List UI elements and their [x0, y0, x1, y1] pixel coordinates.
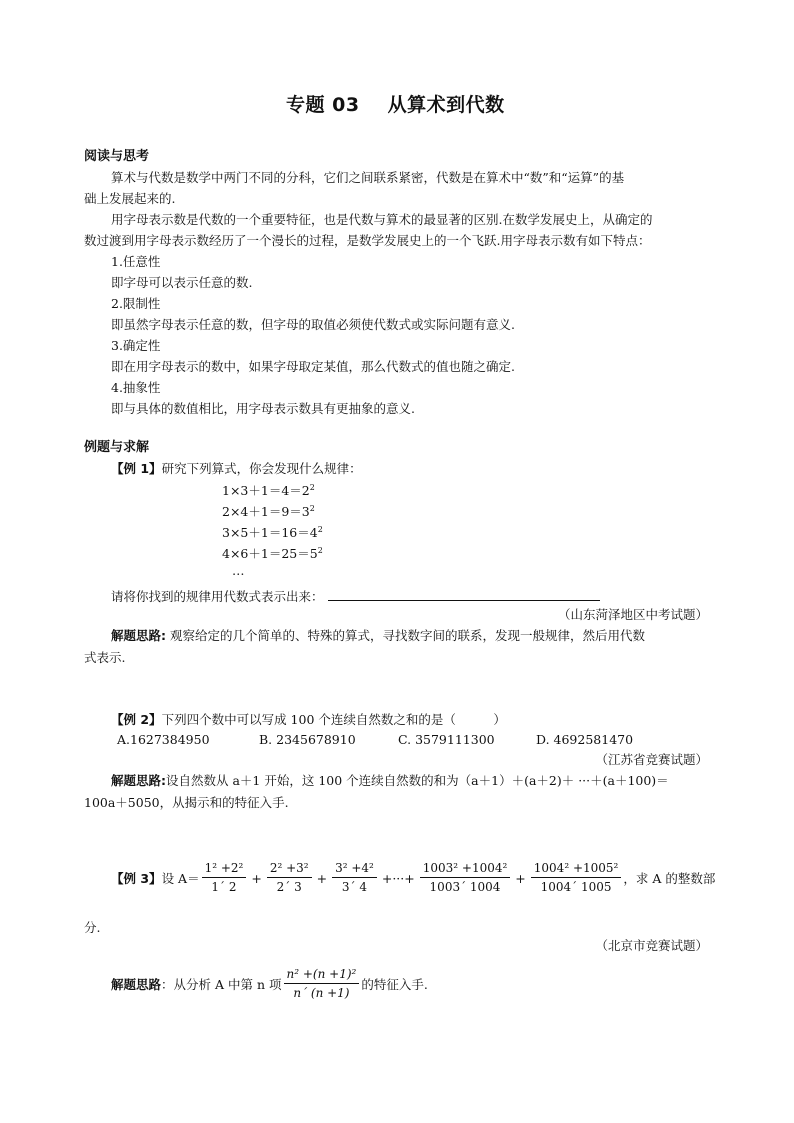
ex1-answer-blank[interactable]	[328, 588, 600, 601]
ex3-hint-pre: ：从分析 A 中第 n 项	[161, 976, 282, 992]
ex1-formula-2	[222, 504, 315, 519]
feature-label-3: 3.确定性	[111, 338, 161, 353]
ex2-line	[111, 712, 506, 727]
feature-label-1: 1.任意性	[111, 254, 161, 269]
ex2-option-b: B. 2345678910	[259, 732, 356, 747]
reading-p1-line2: 础上发展起来的.	[84, 191, 176, 206]
ex3-hint-label: 解题思路	[111, 976, 162, 992]
ex1-hint-line2: 式表示.	[84, 650, 126, 665]
reading-p2-line2: 数过渡到用字母表示数经历了一个漫长的过程，是数学发展史上的一个飞跃.用字母表示数有如下特点：	[84, 233, 651, 248]
ex1-hint-line1	[111, 628, 645, 643]
ex1-line	[111, 461, 362, 476]
ex1-formula-1	[222, 483, 315, 498]
ex1-hint-text: 观察给定的几个简单的、特殊的算式，寻找数字间的联系，发现一般规律，然后用代数	[166, 628, 645, 643]
ex1-formula-2-text: 2×4＋1＝9＝3	[222, 504, 310, 519]
ex3-fraction-3	[332, 862, 377, 894]
ex3-plus-1: +	[251, 870, 262, 886]
ex3-fraction-3-den: 3´ 4	[341, 880, 367, 895]
ex1-source: （山东菏泽地区中考试题）	[557, 607, 708, 622]
ex3-fraction-1-den: 1´ 2	[211, 880, 237, 895]
ex3-hint-fraction-num: n² +(n +1)²	[284, 968, 360, 984]
ex2-prompt: 下列四个数中可以写成 100 个连续自然数之和的是（ ）	[161, 712, 506, 727]
examples-heading: 例题与求解	[84, 440, 150, 455]
ex3-fraction-4-num: 1003² +1004²	[420, 862, 511, 878]
ex3-source: （北京市竞赛试题）	[595, 938, 708, 953]
ex1-prompt: 研究下列算式，你会发现什么规律：	[161, 461, 362, 476]
feature-desc-3: 即在用字母表示的数中，如果字母取定某值，那么代数式的值也随之确定.	[111, 359, 515, 374]
title-name: 从算术到代数	[387, 94, 505, 116]
feature-desc-1: 即字母可以表示任意的数.	[111, 275, 253, 290]
feature-desc-4: 即与具体的数值相比，用字母表示数具有更抽象的意义.	[111, 401, 415, 416]
ex3-hint-post: 的特征入手.	[361, 976, 428, 992]
ex2-option-a: A.1627384950	[117, 732, 210, 747]
ex3-tag: 【例 3】	[111, 870, 162, 886]
title-topic: 专题 03	[286, 94, 360, 116]
ex3-tail: ，求 A 的整数部	[623, 870, 716, 886]
ex3-fraction-3-num: 3² +4²	[332, 862, 377, 878]
ex2-option-c: C. 3579111300	[398, 732, 495, 747]
ex2-option-d: D. 4692581470	[536, 732, 634, 747]
reading-heading: 阅读与思考	[84, 149, 150, 164]
feature-label-4: 4.抽象性	[111, 380, 161, 395]
ex3-fraction-2-num: 2² +3²	[267, 862, 312, 878]
ex1-formula-3	[222, 525, 323, 540]
ex3-fraction-1	[202, 862, 247, 894]
ex1-ellipsis: …	[232, 563, 245, 578]
ex3-hint-fraction-den: n´ (n +1)	[293, 986, 350, 1001]
ex3-fraction-4-den: 1003´ 1004	[429, 880, 501, 895]
feature-desc-2: 即虽然字母表示任意的数，但字母的取值必须使代数式或实际问题有意义.	[111, 317, 515, 332]
ex3-set: 设 A＝	[161, 870, 200, 886]
ex2-hint-label: 解题思路:	[111, 773, 166, 788]
ex3-fraction-5-den: 1004´ 1005	[540, 880, 612, 895]
ex1-formula-3-exp: 2	[317, 525, 323, 534]
ex1-tag: 【例 1】	[111, 461, 162, 476]
ex3-fraction-5-num: 1004² +1005²	[531, 862, 622, 878]
ex3-fraction-2	[267, 862, 312, 894]
ex3-plus-2: +	[316, 870, 328, 886]
ex1-formula-3-text: 3×5＋1＝16＝4	[222, 525, 318, 540]
ex3-tail2: 分.	[84, 920, 101, 935]
reading-p2-line1: 用字母表示数是代数的一个重要特征，也是代数与算术的最显著的区别.在数学发展史上，从确定的	[111, 212, 653, 227]
ex1-hint-label: 解题思路:	[111, 628, 166, 643]
ex3-fraction-1-num: 1² +2²	[202, 862, 247, 878]
ex2-hint-line2: 100a＋5050，从揭示和的特征入手.	[84, 795, 289, 810]
ex3-fraction-2-den: 2´ 3	[276, 880, 302, 895]
ex3-line	[111, 862, 715, 894]
ex2-hint-line1	[111, 773, 669, 788]
ex1-formula-1-text: 1×3＋1＝4＝2	[222, 483, 310, 498]
ex3-plus-3: +	[515, 870, 526, 886]
feature-label-2: 2.限制性	[111, 296, 161, 311]
ex1-formula-2-exp: 2	[309, 504, 315, 513]
ex3-hint-fraction	[284, 968, 360, 1000]
page-title	[286, 94, 505, 117]
ex2-tag: 【例 2】	[111, 712, 162, 727]
ex2-hint-text: 设自然数从 a＋1 开始，这 100 个连续自然数的和为（a＋1）＋(a＋2)＋ ···＋(a＋100)＝	[166, 773, 669, 788]
ex2-source: （江苏省竞赛试题）	[595, 752, 708, 767]
ex1-formula-4-exp: 2	[317, 546, 323, 555]
ex3-hint	[111, 968, 428, 1000]
ex1-formula-4-text: 4×6＋1＝25＝5	[222, 546, 318, 561]
ex3-fraction-4	[420, 862, 511, 894]
ex1-formula-1-exp: 2	[309, 483, 315, 492]
ex3-dots: +···+	[381, 870, 415, 886]
reading-p1-line1: 算术与代数是数学中两门不同的分科，它们之间联系紧密，代数是在算术中“数”和“运算”的基	[111, 170, 625, 185]
ex1-formula-4	[222, 546, 323, 561]
ex1-question	[111, 588, 600, 604]
ex3-fraction-5	[531, 862, 622, 894]
ex1-question-text: 请将你找到的规律用代数式表示出来：	[111, 589, 324, 604]
